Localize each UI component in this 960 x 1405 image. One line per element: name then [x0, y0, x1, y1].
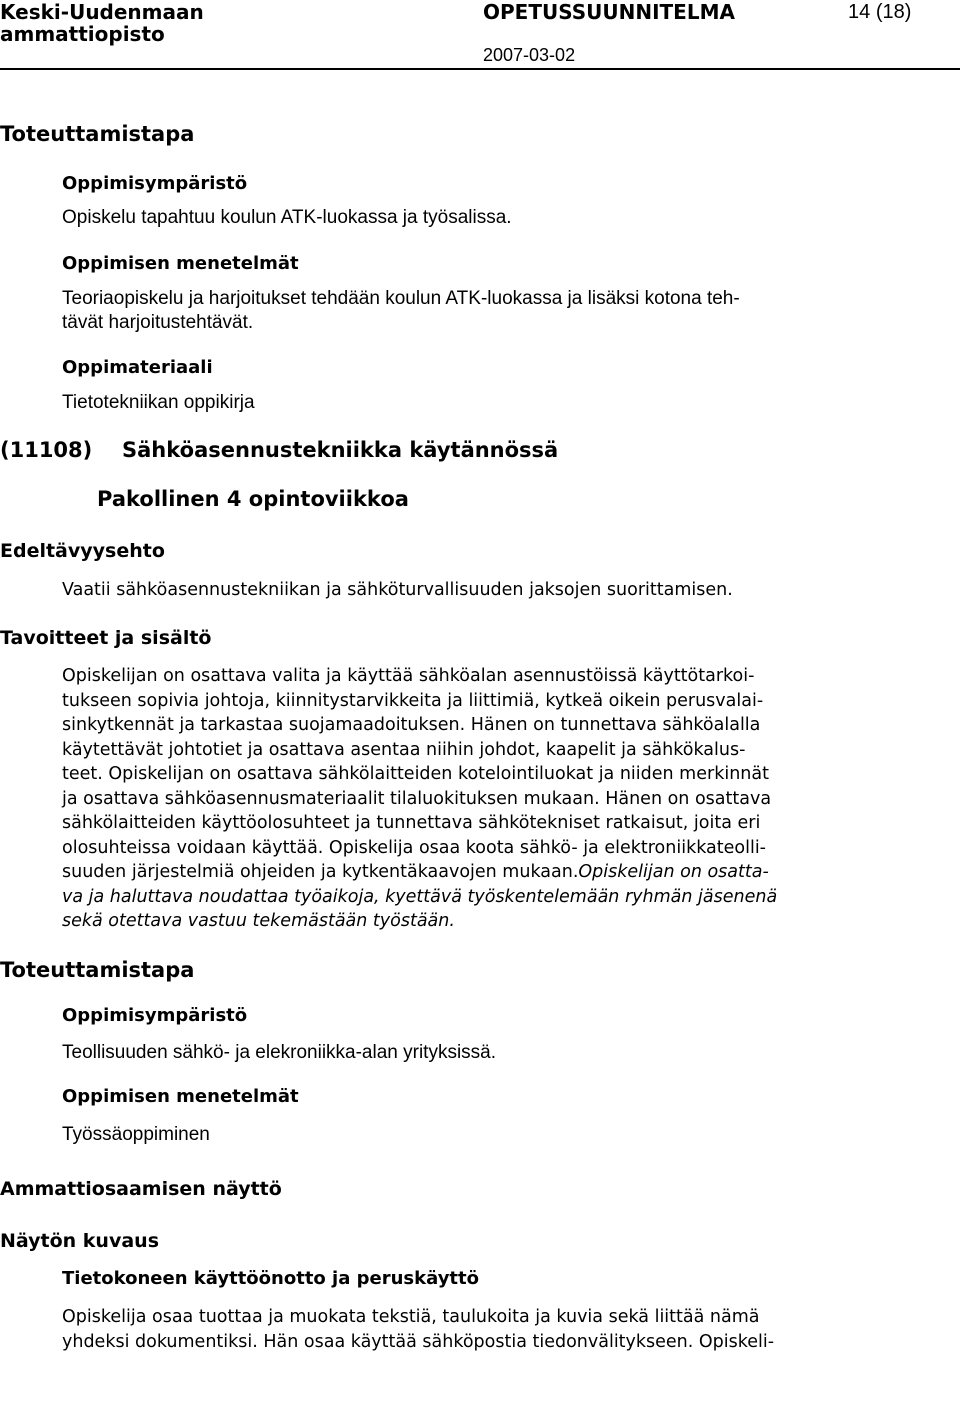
goals-line: ja osattava sähköasennusmateriaalit tilaluokituksen mukaan. Hänen on osattava: [62, 788, 772, 809]
goals-line-text: suuden järjestelmiä ohjeiden ja kytkentäkaavojen mukaan.: [62, 862, 579, 882]
course-scope: Pakollinen 4 opintoviikkoa: [97, 487, 409, 511]
methods-label: Oppimisen menetelmät: [62, 253, 299, 274]
goals-italic-start: Opiskelijan on osatta-: [578, 862, 769, 882]
page-number: 14: [848, 1, 871, 23]
demo-paragraph: [62, 1305, 907, 1354]
goals-paragraph: [62, 664, 907, 934]
course-name: Sähköasennustekniikka käytännössä: [122, 438, 559, 462]
goals-label: Tavoitteet ja sisältö: [0, 627, 212, 649]
env-text: Opiskelu tapahtuu koulun ATK-luokassa ja työsalissa.: [62, 207, 512, 228]
header-date: 2007-03-02: [483, 45, 576, 65]
goals-line: tukseen sopivia johtoja, kiinnitystarvikkeita ja liittimiä, kytkeä oikein perusvalai-: [62, 690, 764, 711]
goals-line: Opiskelijan on osattava valita ja käyttää sähköalan asennustöissä käyttötarkoi-: [62, 666, 755, 686]
header-org-line1: Keski-Uudenmaan: [0, 0, 204, 24]
goals-line: sinkytkennät ja tarkastaa suojamaadoituksen. Hänen on tunnettava sähköalalla: [62, 715, 761, 735]
header-page-number: [848, 1, 911, 24]
goals-line: olosuhteissa voidaan käyttää. Opiskelija osaa koota sähkö- ja elektroniikkateolli-: [62, 837, 766, 858]
methods-line-2: tävät harjoitustehtävät.: [62, 312, 254, 333]
demo-desc-heading: Näytön kuvaus: [0, 1230, 160, 1252]
demo-line: yhdeksi dokumentiksi. Hän osaa käyttää sähköpostia tiedonvälitykseen. Opiskeli-: [62, 1331, 775, 1352]
demo-topic: Tietokoneen käyttöönotto ja peruskäyttö: [62, 1268, 480, 1289]
section-heading-toteuttamistapa-2: Toteuttamistapa: [0, 958, 195, 982]
env-label-2: Oppimisympäristö: [62, 1005, 248, 1026]
header-org-line2: ammattiopisto: [0, 22, 165, 46]
material-text: Tietotekniikan oppikirja: [62, 392, 255, 413]
demo-heading: Ammattiosaamisen näyttö: [0, 1178, 282, 1200]
demo-line: Opiskelija osaa tuottaa ja muokata tekstiä, taulukoita ja kuvia sekä liittää nämä: [62, 1307, 760, 1327]
goals-line-last: [62, 860, 907, 885]
course-code: (11108): [0, 438, 93, 462]
page-total: (18): [875, 1, 912, 23]
prereq-text: Vaatii sähköasennustekniikan ja sähköturvallisuuden jaksojen suorittamisen.: [62, 580, 733, 600]
goals-line: teet. Opiskelijan on osattava sähkölaitteiden kotelointiluokat ja niiden merkinnät: [62, 764, 769, 784]
material-label: Oppimateriaali: [62, 357, 213, 378]
env-text-2: Teollisuuden sähkö- ja elekroniikka-alan yrityksissä.: [62, 1042, 497, 1063]
section-heading-toteuttamistapa: Toteuttamistapa: [0, 122, 195, 146]
env-label: Oppimisympäristö: [62, 173, 248, 194]
goals-line: käytettävät johtotiet ja osattava asentaa niihin johdot, kaapelit ja sähkökalus-: [62, 739, 746, 760]
goals-italic-line: sekä otettava vastuu tekemästään työstään.: [62, 911, 455, 931]
goals-line: sähkölaitteiden käyttöolosuhteet ja tunnettava sähkötekniset ratkaisut, joita eri: [62, 813, 761, 833]
prereq-label: Edeltävyysehto: [0, 540, 165, 562]
methods-line-1: Teoriaopiskelu ja harjoitukset tehdään koulun ATK-luokassa ja lisäksi kotona teh-: [62, 288, 740, 309]
methods-label-2: Oppimisen menetelmät: [62, 1086, 299, 1107]
header-rule: [0, 68, 960, 70]
methods-text-2: Työssäoppiminen: [62, 1124, 210, 1145]
goals-italic-line: va ja haluttava noudattaa työaikoja, kyettävä työskentelemään ryhmän jäsenenä: [62, 886, 778, 907]
header-doc-title: OPETUSSUUNNITELMA: [483, 0, 735, 24]
